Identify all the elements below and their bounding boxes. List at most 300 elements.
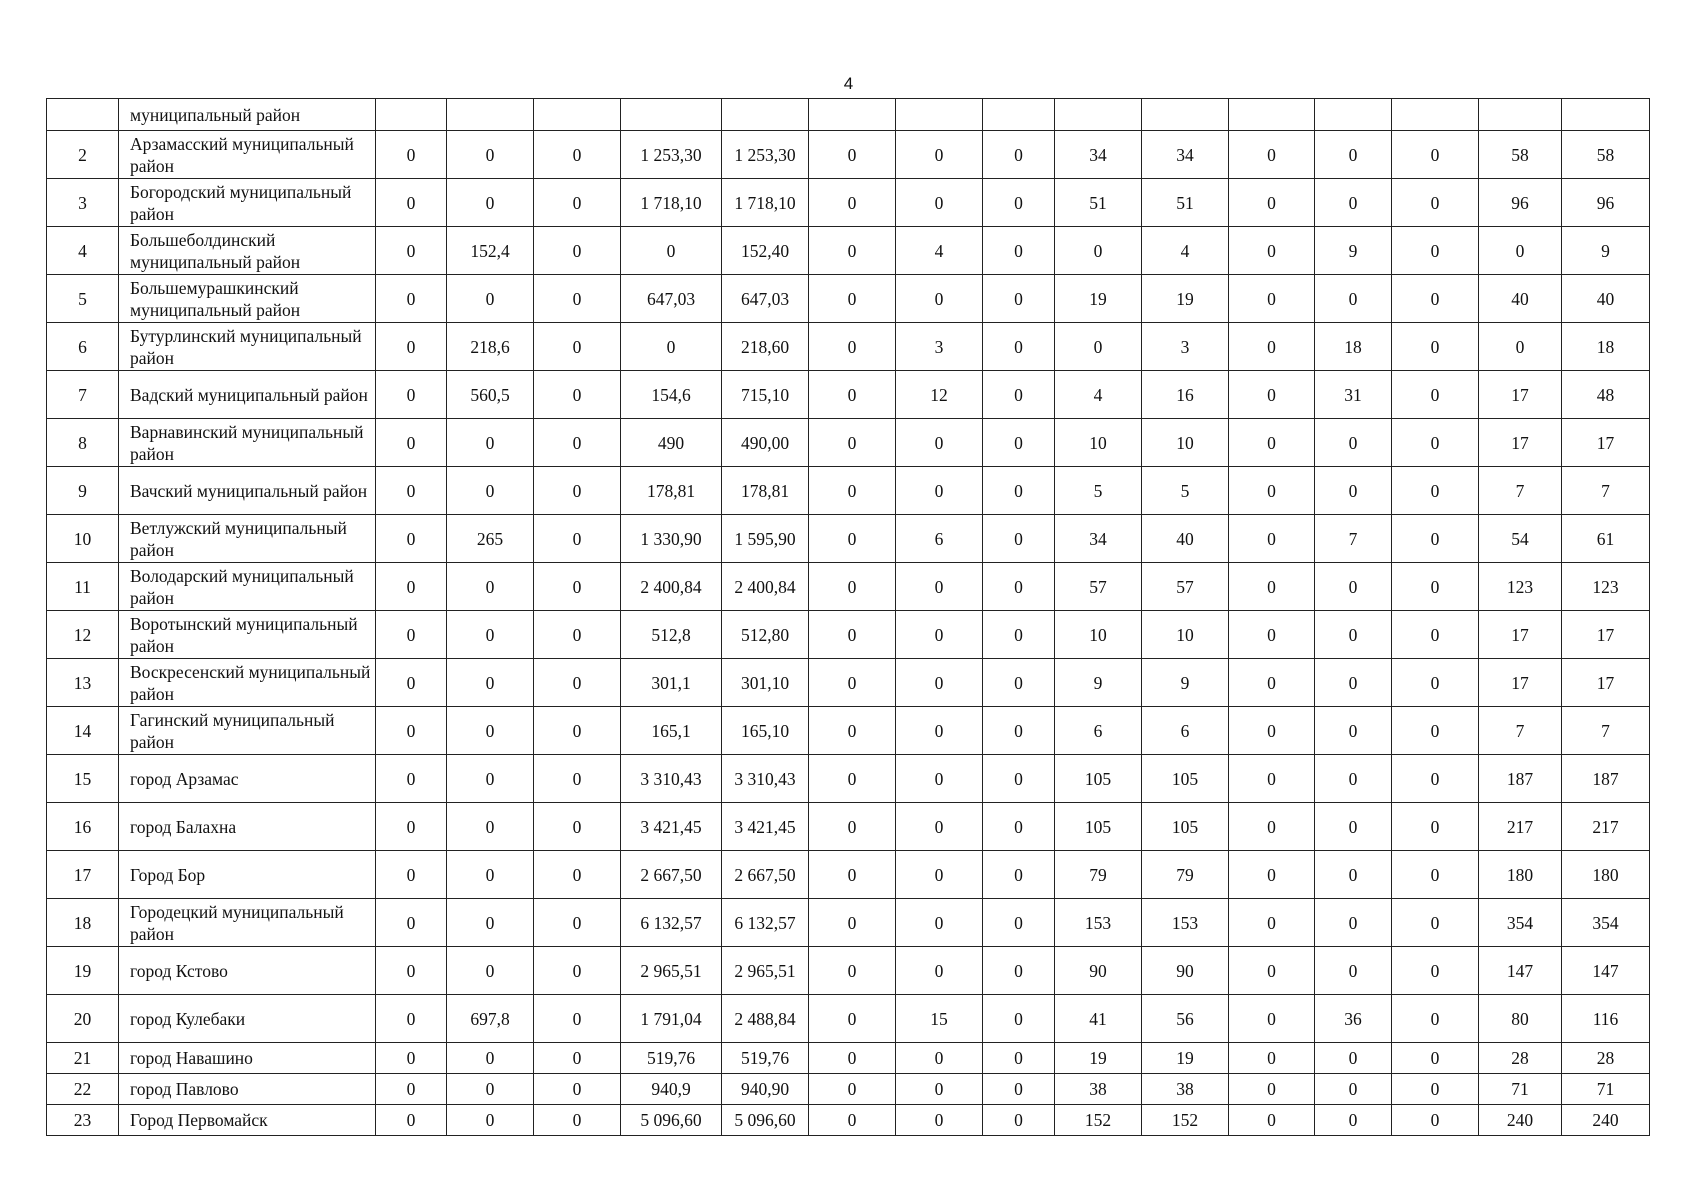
value-cell: 1 718,10 bbox=[621, 179, 722, 227]
value-cell: 560,5 bbox=[447, 371, 534, 419]
value-cell: 123 bbox=[1562, 563, 1650, 611]
value-cell: 1 595,90 bbox=[722, 515, 809, 563]
value-cell: 0 bbox=[1229, 323, 1315, 371]
district-name-cell: Большеболдинский муниципальный район bbox=[119, 227, 376, 275]
value-cell: 154,6 bbox=[621, 371, 722, 419]
value-cell: 96 bbox=[1479, 179, 1562, 227]
value-cell: 5 096,60 bbox=[722, 1105, 809, 1136]
row-number-cell: 5 bbox=[47, 275, 119, 323]
value-cell: 28 bbox=[1479, 1043, 1562, 1074]
value-cell: 34 bbox=[1055, 515, 1142, 563]
district-name-cell: Город Первомайск bbox=[119, 1105, 376, 1136]
value-cell: 0 bbox=[534, 707, 621, 755]
value-cell: 0 bbox=[1315, 1043, 1392, 1074]
value-cell: 0 bbox=[447, 611, 534, 659]
value-cell: 79 bbox=[1142, 851, 1229, 899]
value-cell: 0 bbox=[447, 179, 534, 227]
value-cell: 71 bbox=[1479, 1074, 1562, 1105]
value-cell: 152 bbox=[1142, 1105, 1229, 1136]
district-name-cell: Ветлужский муниципальный район bbox=[119, 515, 376, 563]
value-cell: 0 bbox=[983, 227, 1055, 275]
value-cell: 0 bbox=[534, 851, 621, 899]
value-cell: 0 bbox=[809, 899, 896, 947]
value-cell bbox=[621, 99, 722, 131]
value-cell: 187 bbox=[1479, 755, 1562, 803]
value-cell: 40 bbox=[1562, 275, 1650, 323]
value-cell: 38 bbox=[1055, 1074, 1142, 1105]
value-cell bbox=[896, 99, 983, 131]
value-cell: 0 bbox=[447, 947, 534, 995]
value-cell: 0 bbox=[1315, 419, 1392, 467]
value-cell: 0 bbox=[447, 755, 534, 803]
value-cell: 0 bbox=[376, 179, 447, 227]
value-cell: 0 bbox=[896, 659, 983, 707]
value-cell: 0 bbox=[1479, 227, 1562, 275]
value-cell: 0 bbox=[809, 419, 896, 467]
row-number-cell: 2 bbox=[47, 131, 119, 179]
value-cell: 0 bbox=[1055, 323, 1142, 371]
value-cell: 28 bbox=[1562, 1043, 1650, 1074]
row-number-cell: 8 bbox=[47, 419, 119, 467]
value-cell: 7 bbox=[1315, 515, 1392, 563]
table-row bbox=[47, 707, 1650, 755]
table-row bbox=[47, 899, 1650, 947]
value-cell bbox=[1055, 99, 1142, 131]
value-cell: 240 bbox=[1562, 1105, 1650, 1136]
value-cell: 0 bbox=[1392, 467, 1479, 515]
value-cell: 0 bbox=[809, 371, 896, 419]
value-cell: 0 bbox=[983, 899, 1055, 947]
value-cell bbox=[1229, 99, 1315, 131]
value-cell: 0 bbox=[1315, 611, 1392, 659]
value-cell: 6 bbox=[1142, 707, 1229, 755]
value-cell: 4 bbox=[1055, 371, 1142, 419]
district-name-cell: Вачский муниципальный район bbox=[119, 467, 376, 515]
row-number-cell: 3 bbox=[47, 179, 119, 227]
value-cell: 105 bbox=[1142, 755, 1229, 803]
value-cell: 1 791,04 bbox=[621, 995, 722, 1043]
value-cell: 0 bbox=[447, 275, 534, 323]
value-cell: 0 bbox=[809, 947, 896, 995]
value-cell: 2 400,84 bbox=[722, 563, 809, 611]
value-cell: 218,6 bbox=[447, 323, 534, 371]
value-cell: 0 bbox=[376, 275, 447, 323]
value-cell: 180 bbox=[1562, 851, 1650, 899]
value-cell: 0 bbox=[1315, 467, 1392, 515]
row-number-cell: 6 bbox=[47, 323, 119, 371]
row-number-cell: 11 bbox=[47, 563, 119, 611]
value-cell: 180 bbox=[1479, 851, 1562, 899]
value-cell: 0 bbox=[1229, 1105, 1315, 1136]
district-name-cell: Вадский муниципальный район bbox=[119, 371, 376, 419]
table-row bbox=[47, 515, 1650, 563]
value-cell: 0 bbox=[621, 227, 722, 275]
value-cell: 90 bbox=[1142, 947, 1229, 995]
value-cell: 0 bbox=[1315, 563, 1392, 611]
value-cell: 0 bbox=[534, 371, 621, 419]
value-cell: 61 bbox=[1562, 515, 1650, 563]
value-cell: 0 bbox=[983, 995, 1055, 1043]
value-cell: 0 bbox=[1315, 707, 1392, 755]
table-row bbox=[47, 99, 1650, 131]
value-cell: 56 bbox=[1142, 995, 1229, 1043]
value-cell bbox=[809, 99, 896, 131]
value-cell: 0 bbox=[896, 131, 983, 179]
page-number: 4 bbox=[843, 74, 854, 93]
value-cell: 940,9 bbox=[621, 1074, 722, 1105]
value-cell: 0 bbox=[1315, 755, 1392, 803]
value-cell: 0 bbox=[1229, 707, 1315, 755]
value-cell: 0 bbox=[983, 1074, 1055, 1105]
value-cell: 9 bbox=[1315, 227, 1392, 275]
value-cell: 0 bbox=[1315, 275, 1392, 323]
value-cell: 0 bbox=[447, 803, 534, 851]
value-cell: 0 bbox=[1229, 227, 1315, 275]
value-cell: 0 bbox=[1392, 611, 1479, 659]
value-cell: 19 bbox=[1142, 275, 1229, 323]
value-cell: 0 bbox=[376, 707, 447, 755]
value-cell: 0 bbox=[376, 467, 447, 515]
value-cell: 165,1 bbox=[621, 707, 722, 755]
value-cell: 1 718,10 bbox=[722, 179, 809, 227]
value-cell: 3 310,43 bbox=[621, 755, 722, 803]
value-cell: 10 bbox=[1142, 419, 1229, 467]
value-cell: 512,8 bbox=[621, 611, 722, 659]
value-cell: 152,4 bbox=[447, 227, 534, 275]
value-cell: 0 bbox=[534, 323, 621, 371]
value-cell: 0 bbox=[809, 467, 896, 515]
district-name-cell: Город Бор bbox=[119, 851, 376, 899]
value-cell: 0 bbox=[534, 1074, 621, 1105]
value-cell: 0 bbox=[983, 515, 1055, 563]
table-row bbox=[47, 1105, 1650, 1136]
table-row bbox=[47, 467, 1650, 515]
table-row bbox=[47, 419, 1650, 467]
value-cell: 0 bbox=[983, 131, 1055, 179]
value-cell: 0 bbox=[1229, 1043, 1315, 1074]
value-cell: 0 bbox=[1229, 467, 1315, 515]
value-cell: 0 bbox=[447, 1074, 534, 1105]
value-cell: 0 bbox=[534, 179, 621, 227]
value-cell: 0 bbox=[1392, 803, 1479, 851]
value-cell: 0 bbox=[983, 1105, 1055, 1136]
value-cell: 1 330,90 bbox=[621, 515, 722, 563]
value-cell: 0 bbox=[534, 227, 621, 275]
table-row bbox=[47, 995, 1650, 1043]
value-cell: 71 bbox=[1562, 1074, 1650, 1105]
value-cell: 0 bbox=[1229, 1074, 1315, 1105]
value-cell: 0 bbox=[376, 563, 447, 611]
value-cell: 0 bbox=[896, 899, 983, 947]
district-name-cell: город Павлово bbox=[119, 1074, 376, 1105]
value-cell: 123 bbox=[1479, 563, 1562, 611]
value-cell: 17 bbox=[1562, 611, 1650, 659]
district-name-cell: Воскресенский муниципальный район bbox=[119, 659, 376, 707]
value-cell: 0 bbox=[376, 515, 447, 563]
value-cell: 79 bbox=[1055, 851, 1142, 899]
value-cell: 0 bbox=[983, 803, 1055, 851]
value-cell: 0 bbox=[809, 755, 896, 803]
value-cell: 0 bbox=[376, 659, 447, 707]
value-cell: 0 bbox=[534, 467, 621, 515]
value-cell: 34 bbox=[1055, 131, 1142, 179]
value-cell: 105 bbox=[1055, 803, 1142, 851]
value-cell: 0 bbox=[447, 899, 534, 947]
value-cell: 19 bbox=[1142, 1043, 1229, 1074]
value-cell: 0 bbox=[896, 419, 983, 467]
value-cell: 0 bbox=[447, 563, 534, 611]
value-cell: 9 bbox=[1142, 659, 1229, 707]
value-cell: 0 bbox=[896, 179, 983, 227]
value-cell: 0 bbox=[1229, 947, 1315, 995]
value-cell: 6 132,57 bbox=[621, 899, 722, 947]
value-cell: 512,80 bbox=[722, 611, 809, 659]
table-row bbox=[47, 851, 1650, 899]
value-cell: 0 bbox=[376, 899, 447, 947]
value-cell: 0 bbox=[1229, 659, 1315, 707]
value-cell: 48 bbox=[1562, 371, 1650, 419]
value-cell bbox=[1392, 99, 1479, 131]
value-cell: 0 bbox=[1392, 707, 1479, 755]
value-cell: 301,10 bbox=[722, 659, 809, 707]
value-cell: 0 bbox=[1479, 323, 1562, 371]
value-cell: 0 bbox=[1392, 755, 1479, 803]
row-number-cell: 13 bbox=[47, 659, 119, 707]
value-cell: 0 bbox=[896, 1074, 983, 1105]
value-cell: 5 096,60 bbox=[621, 1105, 722, 1136]
value-cell: 0 bbox=[1392, 371, 1479, 419]
value-cell: 0 bbox=[1229, 995, 1315, 1043]
value-cell: 9 bbox=[1562, 227, 1650, 275]
value-cell: 0 bbox=[534, 899, 621, 947]
value-cell: 0 bbox=[376, 323, 447, 371]
row-number-cell: 14 bbox=[47, 707, 119, 755]
table-row bbox=[47, 1043, 1650, 1074]
value-cell: 147 bbox=[1562, 947, 1650, 995]
district-name-cell: Большемурашкинский муниципальный район bbox=[119, 275, 376, 323]
value-cell: 0 bbox=[447, 131, 534, 179]
value-cell: 0 bbox=[1392, 419, 1479, 467]
value-cell: 0 bbox=[809, 131, 896, 179]
row-number-cell: 7 bbox=[47, 371, 119, 419]
value-cell: 0 bbox=[1392, 275, 1479, 323]
value-cell: 0 bbox=[896, 563, 983, 611]
value-cell: 0 bbox=[621, 323, 722, 371]
value-cell: 0 bbox=[1392, 899, 1479, 947]
table-row bbox=[47, 1074, 1650, 1105]
value-cell: 0 bbox=[447, 419, 534, 467]
value-cell: 0 bbox=[534, 1043, 621, 1074]
value-cell: 0 bbox=[447, 1043, 534, 1074]
value-cell: 0 bbox=[896, 1105, 983, 1136]
value-cell: 17 bbox=[1479, 371, 1562, 419]
value-cell: 116 bbox=[1562, 995, 1650, 1043]
value-cell: 0 bbox=[896, 1043, 983, 1074]
value-cell: 0 bbox=[376, 1074, 447, 1105]
district-name-cell: Володарский муниципальный район bbox=[119, 563, 376, 611]
value-cell: 0 bbox=[1392, 131, 1479, 179]
value-cell: 0 bbox=[1315, 659, 1392, 707]
value-cell: 7 bbox=[1479, 707, 1562, 755]
row-number-cell: 10 bbox=[47, 515, 119, 563]
value-cell: 0 bbox=[1392, 1043, 1479, 1074]
value-cell: 10 bbox=[1055, 419, 1142, 467]
value-cell: 0 bbox=[809, 659, 896, 707]
value-cell: 0 bbox=[1229, 611, 1315, 659]
value-cell: 12 bbox=[896, 371, 983, 419]
district-name-cell: город Арзамас bbox=[119, 755, 376, 803]
data-table bbox=[46, 98, 1650, 1136]
value-cell: 152 bbox=[1055, 1105, 1142, 1136]
table-row bbox=[47, 179, 1650, 227]
value-cell: 0 bbox=[896, 275, 983, 323]
district-name-cell: Бутурлинский муниципальный район bbox=[119, 323, 376, 371]
value-cell: 147 bbox=[1479, 947, 1562, 995]
value-cell: 0 bbox=[809, 323, 896, 371]
row-number-cell: 9 bbox=[47, 467, 119, 515]
value-cell: 54 bbox=[1479, 515, 1562, 563]
value-cell: 153 bbox=[1142, 899, 1229, 947]
value-cell: 6 bbox=[896, 515, 983, 563]
value-cell: 19 bbox=[1055, 275, 1142, 323]
value-cell: 0 bbox=[447, 1105, 534, 1136]
value-cell bbox=[534, 99, 621, 131]
value-cell: 57 bbox=[1055, 563, 1142, 611]
table-row bbox=[47, 611, 1650, 659]
value-cell: 0 bbox=[896, 851, 983, 899]
value-cell: 265 bbox=[447, 515, 534, 563]
value-cell: 0 bbox=[534, 755, 621, 803]
value-cell: 0 bbox=[896, 467, 983, 515]
value-cell: 0 bbox=[534, 275, 621, 323]
value-cell: 217 bbox=[1562, 803, 1650, 851]
value-cell: 51 bbox=[1055, 179, 1142, 227]
value-cell: 17 bbox=[1479, 659, 1562, 707]
value-cell: 0 bbox=[1315, 899, 1392, 947]
row-number-cell: 21 bbox=[47, 1043, 119, 1074]
value-cell: 2 488,84 bbox=[722, 995, 809, 1043]
value-cell: 0 bbox=[1315, 851, 1392, 899]
value-cell: 0 bbox=[1392, 563, 1479, 611]
value-cell: 0 bbox=[376, 755, 447, 803]
value-cell: 0 bbox=[376, 1105, 447, 1136]
value-cell: 0 bbox=[376, 419, 447, 467]
value-cell: 0 bbox=[534, 419, 621, 467]
value-cell: 0 bbox=[376, 995, 447, 1043]
district-name-cell: город Кстово bbox=[119, 947, 376, 995]
value-cell bbox=[447, 99, 534, 131]
district-name-cell: город Навашино bbox=[119, 1043, 376, 1074]
value-cell: 17 bbox=[1479, 419, 1562, 467]
table-row bbox=[47, 131, 1650, 179]
value-cell: 2 965,51 bbox=[722, 947, 809, 995]
row-number-cell: 16 bbox=[47, 803, 119, 851]
value-cell: 0 bbox=[983, 611, 1055, 659]
table-row bbox=[47, 227, 1650, 275]
value-cell: 2 400,84 bbox=[621, 563, 722, 611]
value-cell: 0 bbox=[376, 851, 447, 899]
value-cell: 354 bbox=[1562, 899, 1650, 947]
value-cell: 0 bbox=[809, 1105, 896, 1136]
value-cell: 0 bbox=[376, 227, 447, 275]
value-cell: 152,40 bbox=[722, 227, 809, 275]
value-cell: 6 132,57 bbox=[722, 899, 809, 947]
value-cell: 0 bbox=[1392, 947, 1479, 995]
value-cell: 0 bbox=[447, 467, 534, 515]
table-row bbox=[47, 947, 1650, 995]
district-name-cell: город Кулебаки bbox=[119, 995, 376, 1043]
value-cell: 3 310,43 bbox=[722, 755, 809, 803]
value-cell: 0 bbox=[809, 563, 896, 611]
value-cell: 0 bbox=[1392, 851, 1479, 899]
value-cell: 3 bbox=[896, 323, 983, 371]
value-cell: 165,10 bbox=[722, 707, 809, 755]
value-cell: 301,1 bbox=[621, 659, 722, 707]
value-cell: 40 bbox=[1142, 515, 1229, 563]
value-cell: 0 bbox=[983, 419, 1055, 467]
value-cell: 0 bbox=[1229, 371, 1315, 419]
value-cell: 0 bbox=[1229, 899, 1315, 947]
value-cell: 80 bbox=[1479, 995, 1562, 1043]
table-row bbox=[47, 659, 1650, 707]
value-cell: 90 bbox=[1055, 947, 1142, 995]
value-cell: 0 bbox=[376, 1043, 447, 1074]
table-row bbox=[47, 371, 1650, 419]
value-cell: 0 bbox=[1229, 275, 1315, 323]
value-cell: 647,03 bbox=[621, 275, 722, 323]
value-cell: 105 bbox=[1055, 755, 1142, 803]
value-cell: 0 bbox=[1392, 515, 1479, 563]
value-cell: 96 bbox=[1562, 179, 1650, 227]
value-cell: 0 bbox=[1229, 803, 1315, 851]
value-cell: 0 bbox=[534, 131, 621, 179]
value-cell: 0 bbox=[376, 803, 447, 851]
value-cell: 178,81 bbox=[621, 467, 722, 515]
value-cell: 0 bbox=[809, 707, 896, 755]
value-cell: 0 bbox=[534, 1105, 621, 1136]
value-cell: 15 bbox=[896, 995, 983, 1043]
value-cell: 940,90 bbox=[722, 1074, 809, 1105]
row-number-cell: 20 bbox=[47, 995, 119, 1043]
value-cell: 0 bbox=[896, 755, 983, 803]
value-cell: 34 bbox=[1142, 131, 1229, 179]
value-cell: 41 bbox=[1055, 995, 1142, 1043]
value-cell: 0 bbox=[809, 995, 896, 1043]
value-cell: 0 bbox=[983, 659, 1055, 707]
district-name-cell: муниципальный район bbox=[119, 99, 376, 131]
value-cell: 3 421,45 bbox=[621, 803, 722, 851]
value-cell: 0 bbox=[983, 275, 1055, 323]
row-number-cell: 12 bbox=[47, 611, 119, 659]
value-cell: 0 bbox=[809, 611, 896, 659]
value-cell: 0 bbox=[376, 611, 447, 659]
value-cell: 187 bbox=[1562, 755, 1650, 803]
value-cell: 3 421,45 bbox=[722, 803, 809, 851]
value-cell: 0 bbox=[447, 707, 534, 755]
value-cell: 0 bbox=[809, 179, 896, 227]
value-cell bbox=[983, 99, 1055, 131]
value-cell: 0 bbox=[1229, 131, 1315, 179]
district-name-cell: Воротынский муниципальный район bbox=[119, 611, 376, 659]
value-cell: 6 bbox=[1055, 707, 1142, 755]
value-cell: 2 667,50 bbox=[722, 851, 809, 899]
value-cell: 0 bbox=[1392, 659, 1479, 707]
table-row bbox=[47, 803, 1650, 851]
value-cell: 0 bbox=[1392, 995, 1479, 1043]
table-row bbox=[47, 323, 1650, 371]
value-cell bbox=[1142, 99, 1229, 131]
value-cell: 9 bbox=[1055, 659, 1142, 707]
